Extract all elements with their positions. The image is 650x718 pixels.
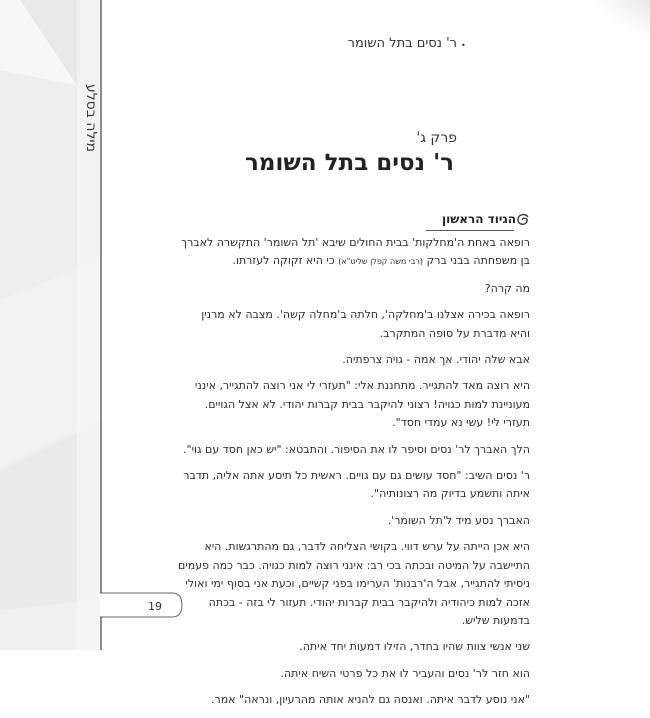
paragraph-text-after: כי היא זקוקה לעזרתו. <box>232 254 339 268</box>
body-paragraph <box>178 467 530 504</box>
body-text <box>178 234 530 718</box>
body-paragraph <box>178 351 530 369</box>
page-corner-shadow <box>560 0 650 49</box>
body-paragraph <box>178 538 530 630</box>
paragraph-text: ר' נסים השיב: "חסד עושים גם עם גויים. ראשית כל תיסע אתה אליה, תדבר איתה ותשמע בדיוק מה רצונותיה". <box>183 469 530 501</box>
paragraph-text: הלך האברך לר' נסים וסיפר לו את הסיפור. והתבטא: "יש כאן חסד עם גוי". <box>183 442 530 456</box>
page-number: 19 <box>148 600 162 613</box>
paragraph-text: היא אכן הייתה על ערש דווי. בקושי הצליחה לדבר, גם מהתרגשות. היא התיישבה על המיטה ובכתה בכי רב: אינני רוצה למות כגויה. כבר כמה פעמים ניסיתי להתגייר, אבל ה'רבנות' הערימו בפני קשיים, וכעת אני בסוף ימי ואולי אזכה למות כיהודיה ולהיקבר בבית קברות יהודי. תעזור לי בזה - בכתה בדמעות שליש. <box>178 540 530 627</box>
running-head-bullet: • <box>461 41 466 50</box>
section-underline <box>426 230 514 231</box>
body-paragraph <box>178 234 530 272</box>
paragraph-text: רופאה בכירה אצלנו ב'מחלקה', חלתה ב'מחלה קשה'. מצבה לא מרנין והיא מדברת על סופה המתקרב. <box>201 308 530 340</box>
swirl-ornament-icon <box>516 213 530 227</box>
paragraph-text: אבא שלה יהודי. אך אמה - גויה צרפתיה. <box>342 353 530 367</box>
body-paragraph <box>178 691 530 709</box>
paragraph-text: הוא חזר לר' נסים והעביר לו את כל פרטי השיח איתה. <box>280 666 530 680</box>
body-paragraph <box>178 665 530 683</box>
body-paragraph <box>178 512 530 530</box>
paragraph-text: היא רוצה מאד להתגייר. מתחננת אלי: "תעזרי לי אני רוצה להתגייר, אינני מעוניינת למות כגויה! רצוני להיקבר בבית קברות יהודי. לא אצל הגויים. תעזרי לי! עשי נא עמדי חסד". <box>194 379 530 430</box>
chapter-title: ר' נסים בתל השומר <box>244 150 454 176</box>
body-paragraph <box>178 306 530 343</box>
paragraph-text: מה קרה? <box>484 281 530 295</box>
side-tab <box>0 0 107 650</box>
body-paragraph <box>178 377 530 432</box>
chapter-number: פרק ג' <box>416 130 457 146</box>
running-head: ר' נסים בתל השומר <box>347 36 457 51</box>
body-paragraph <box>178 280 530 298</box>
page-number-tab <box>100 592 184 618</box>
side-label: מילה בסלע <box>83 83 99 153</box>
section-title: הגיוד הראשון <box>441 212 516 226</box>
paragraph-small-text: (רבי משה קפלן שליט"א) <box>338 257 423 267</box>
paragraph-text: שני אנשי צוות שהיו בחדר, הזילו דמעות יחד איתה. <box>299 640 530 654</box>
paragraph-text: האברך נסע מיד ל'תל השומר'. <box>387 513 530 527</box>
body-paragraph <box>178 441 530 459</box>
paragraph-text: רופאה באחת ה'מחלקות' בבית החולים שיבא 'תל השומר' התקשרה לאברך בן משפחתה בבני ברק <box>181 236 530 268</box>
paragraph-text: "אני נוסע לדבר איתה. ואנסה גם להניא אותה מהרעיון, ונראה" אמר. <box>211 693 530 707</box>
section-heading <box>426 210 530 232</box>
body-paragraph <box>178 638 530 656</box>
